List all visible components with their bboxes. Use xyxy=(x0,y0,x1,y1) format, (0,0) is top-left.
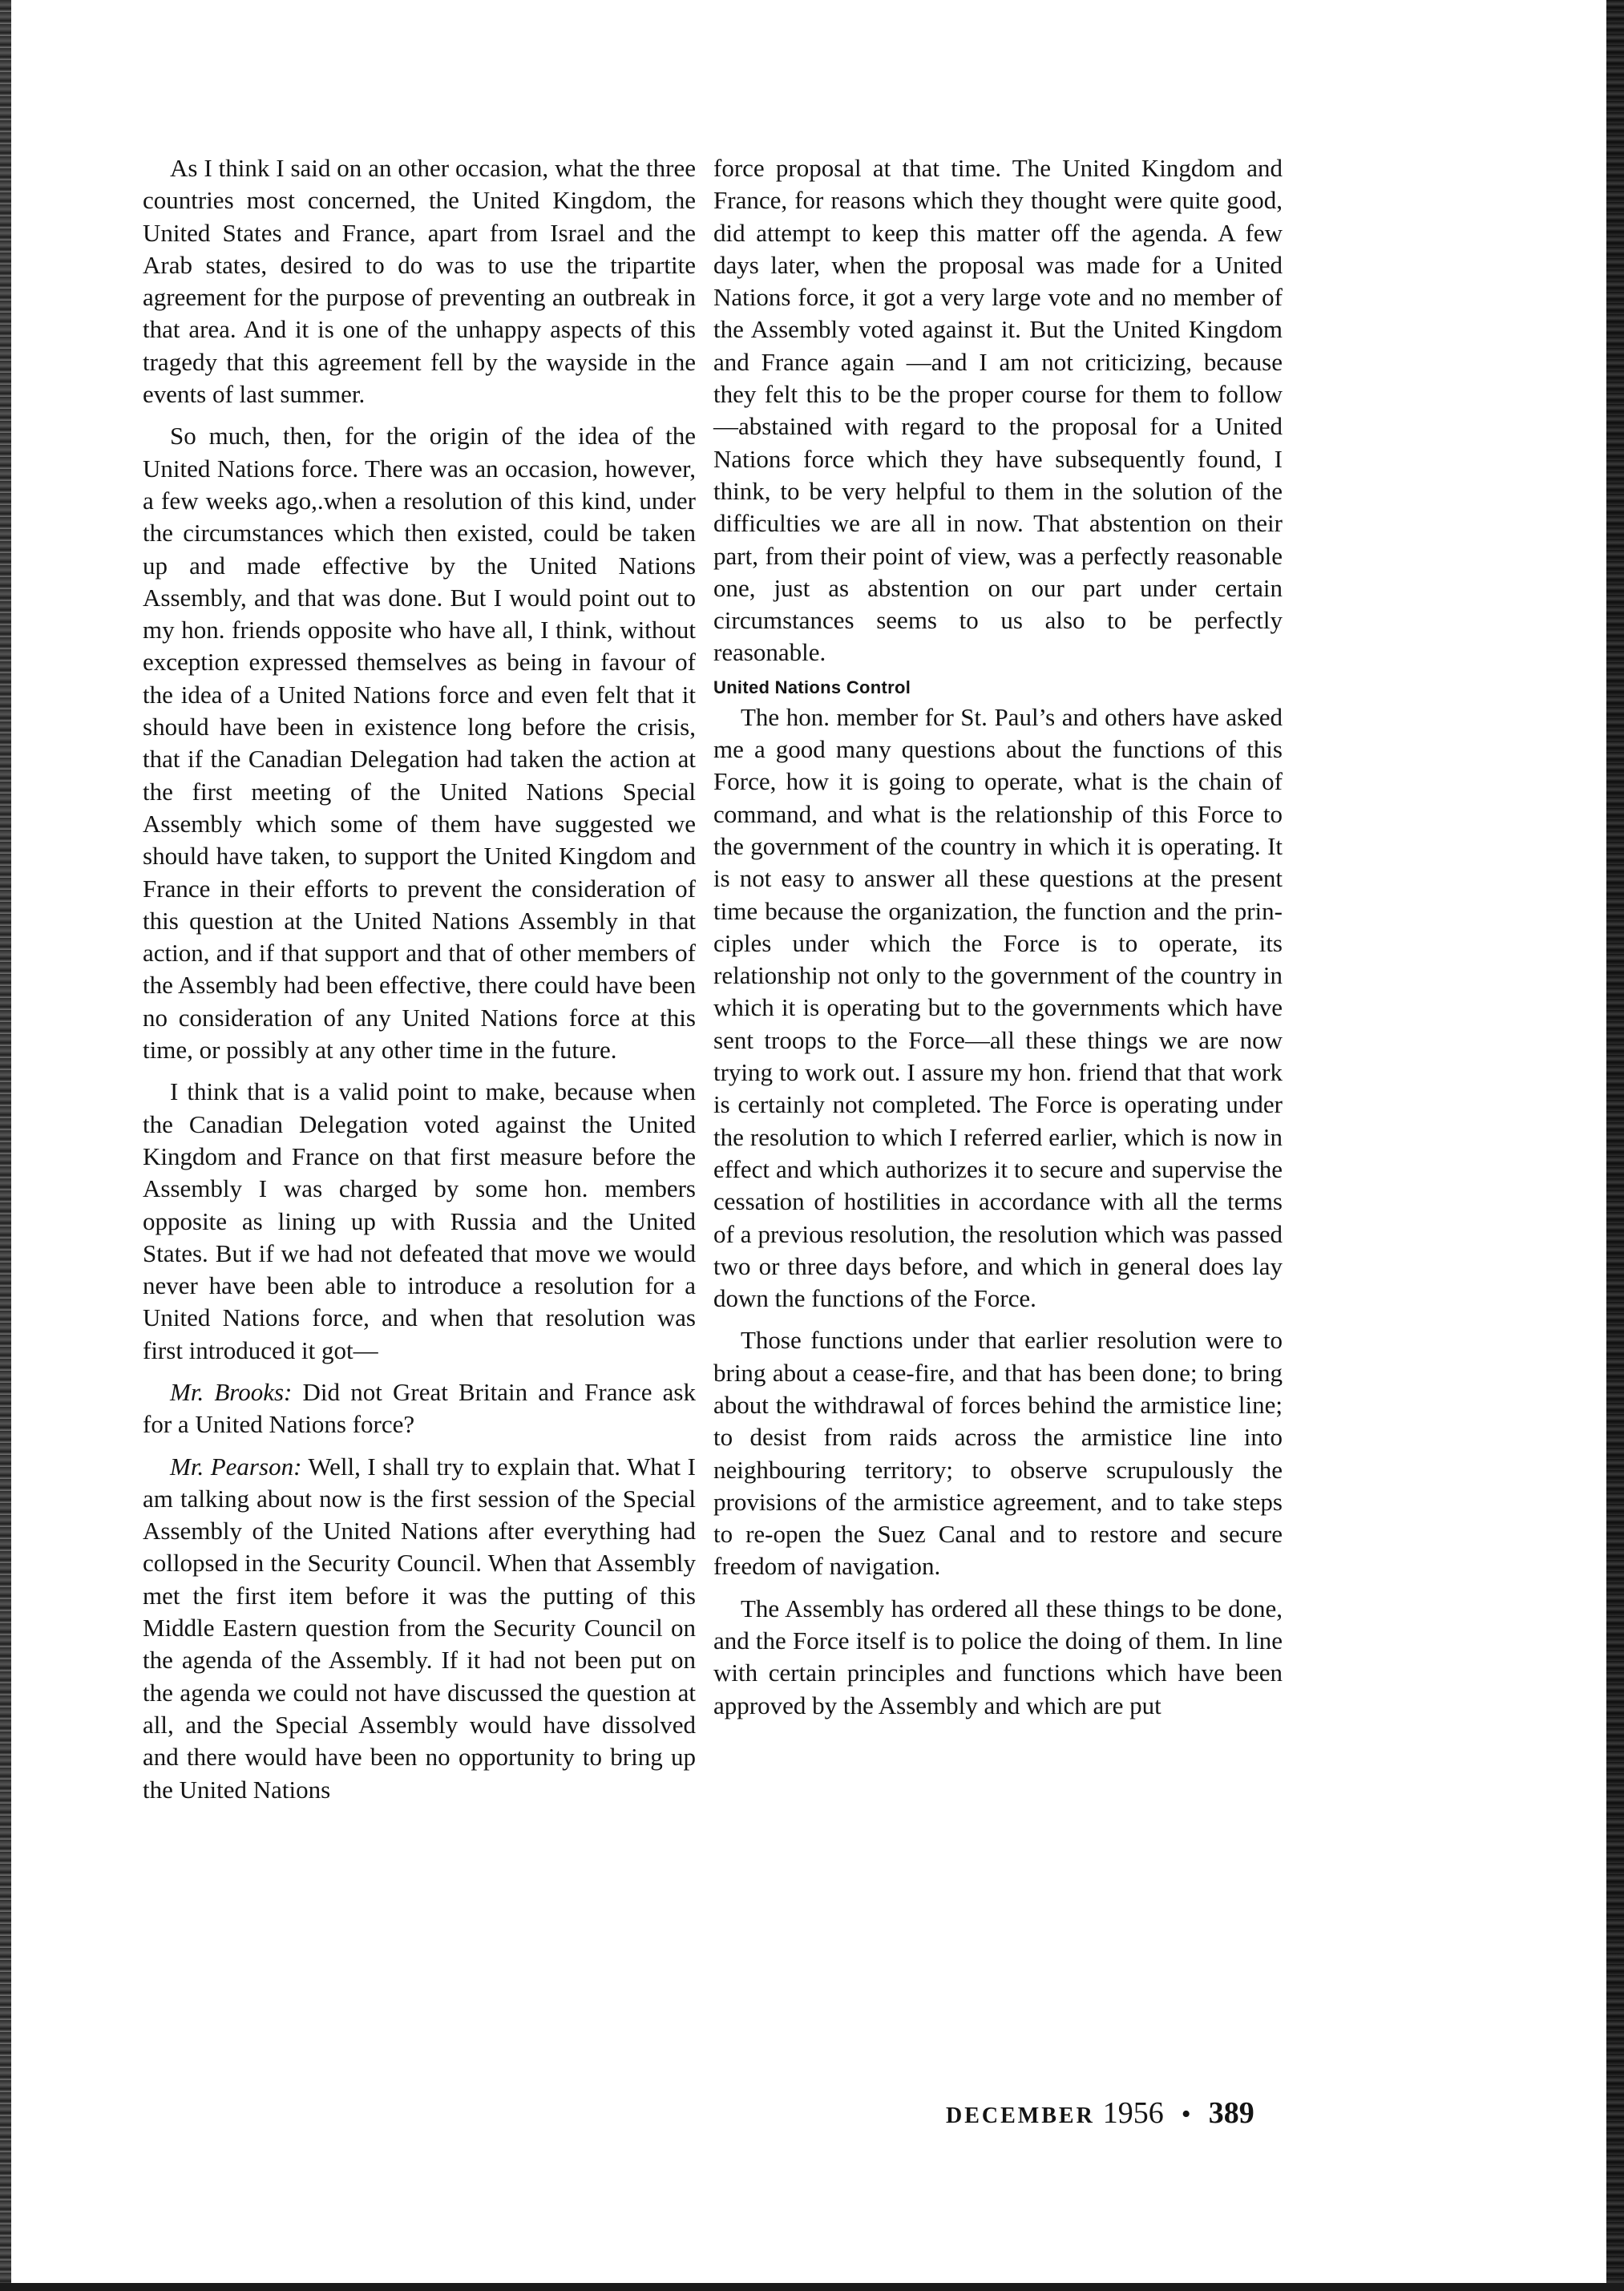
section-heading: United Nations Control xyxy=(713,677,911,697)
speaker-name: Mr. Brooks: xyxy=(170,1377,293,1406)
speaker-name: Mr. Pearson: xyxy=(170,1452,302,1481)
paragraph: The hon. member for St. Paul’s and others have asked me a good many questions about the functions of this Force, how it is going to operate, what is the chain of command, and what is the relationship of this Force to the government of the country in which it is operating. It is not easy to answer all these questions at the present time because the organization, the function and the principles under which the Force is to operate, its relationship not only to the government of the country in which it is operating but to the governments which have sent troops to the Force—all these things we are now trying to work out. I assure my hon. friend that that work is certainly not completed. The Force is operating under the resolution to which I referred earlier, which is now in effect and which authorizes it to secure and supervise the cessation of hostilities in accordance with all the terms of a previous resolution, the resolution which was passed two or three days before, and which in general does lay down the functions of the Force. xyxy=(713,702,1283,1313)
page-footer xyxy=(946,2095,1254,2131)
left-column xyxy=(143,152,696,1806)
paragraph: The Assembly has ordered all these things to be done, and the Force itself is to police the doing of them. In line with certain principles and functions which have been approved by the Assembly and which are put xyxy=(713,1594,1283,1719)
footer-month: DECEMBER xyxy=(946,2103,1095,2128)
page-number: 389 xyxy=(1208,2096,1254,2130)
right-column xyxy=(713,152,1283,1722)
speaker-text: Well, I shall try to explain that. What I am talking about now is the first session of the Special Assembly of the United Nations after everything had collopsed in the Security Council. When that Assembly met the first item before it was the putting of this Middle Eastern question from the Security Council on the agenda of the Assembly. If it had not been put on the agenda we could not have discussed the question at all, and the Special Assembly would have dissolved and there would have been no opportunity to bring up the United Nations xyxy=(143,1452,696,1804)
paragraph: So much, then, for the origin of the idea of the United Nations force. There was an occasion, however, a few weeks ago,.when a resolution of this kind, under the circumstances which then existed, could be taken up and made effective by the United Nations Assembly, and that was done. But I would point out to my hon. friends opposite who have all, I think, without exception expressed themselves as being in favour of the idea of a United Nations force and even felt that it should have been in existence long before the crisis, that if the Canadian Delegation had taken the action at the first meeting of the United Nations Special Assembly which some of them have suggested we should have taken, to support the United Kingdom and France in their efforts to prevent the consideration of this question at the United Nations Assembly in that action, and if that support and that of other members of the Assembly had been effective, there could have been no consideration of any United Nations force at this time, or possibly at any other time in the future. xyxy=(143,422,696,1065)
speaker-text: Did not Great Britain and France ask for a United Nations force? xyxy=(143,1377,696,1439)
speaker-paragraph xyxy=(143,1451,696,1806)
footer-separator: • xyxy=(1181,2099,1191,2129)
footer-year: 1956 xyxy=(1102,2096,1164,2130)
speaker-paragraph xyxy=(143,1376,696,1441)
paragraph: force proposal at that time. The United Kingdom and France, for reasons which they thought were quite good, did attempt to keep this matter off the agenda. A few days later, when the proposal was made for a United Nations force, it got a very large vote and no member of the Assembly voted against it. But the United Kingdom and France again —and I am not criticizing, because they felt this to be the proper course for them to follow—abstained with regard to the proposal for a United Nations force which they have subsequently found, I think, to be very helpful to them in the solution of the difficulties we are all in now. That abstention on their part, from their point of view, was a perfectly reasonable one, just as abstention on our part under certain circumstances seems to us also to be perfectly reasonable. xyxy=(713,154,1283,667)
paragraph: I think that is a valid point to make, because when the Canadian Delegation voted against the United Kingdom and France on that first measure before the Assembly I was charged by some hon. members opposite as lining up with Russia and the United States. But if we had not defeated that move we would never have been able to introduce a resolution for a United Nations force, and when that resolution was first introduced it got— xyxy=(143,1077,696,1364)
paragraph: As I think I said on an other occasion, what the three countries most concerned, the United Kingdom, the United States and France, apart from Israel and the Arab states, desired to do was to use the tripartite agreement for the purpose of preventing an outbreak in that area. And it is one of the unhappy aspects of this tragedy that this agreement fell by the wayside in the events of last summer. xyxy=(143,154,696,409)
paragraph: Those functions under that earlier resolution were to bring about a cease-fire, and that has been done; to bring about the withdrawal of forces behind the armistice line; to desist from raids across the armistice line into neighbouring territory; to observe scrupulously the provisions of the armistice agreement, and to take steps to re-open the Suez Canal and to restore and secure freedom of navigation. xyxy=(713,1326,1283,1581)
